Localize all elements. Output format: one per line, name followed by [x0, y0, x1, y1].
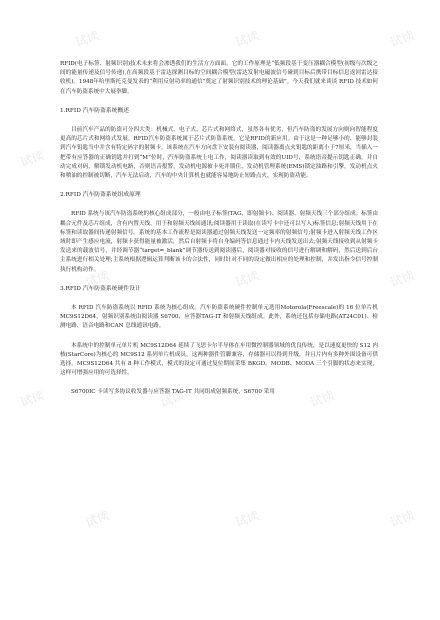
section-heading-overview: 1.RFID 汽车防盗系统概述	[60, 107, 130, 114]
watermark: 试读	[18, 148, 46, 170]
document-body	[60, 60, 378, 408]
transceiver-paragraph: S6700IC 卡读写多协议收发器与应答器 TAG-IT 共同组成射频系统，S6700 采用	[71, 389, 275, 396]
watermark: 试读	[233, 268, 261, 290]
watermark: 试读	[158, 388, 186, 410]
watermark: 试读	[73, 28, 101, 50]
watermark: 试读	[83, 268, 111, 290]
principle-paragraph: RFID 系统与该汽车防盗系统的核心组成部分，一般由电子标签(TAG，即射频卡)、阅读器、射频天线三个部分组成。标签由耦合元件及芯片组成，含有内置天线，用于和射频天线间通讯;阅读器用于读取(在读写卡中还可以写入)标签信息;射频天线用于在标签和读取器间传递射频信号。系统的基本工作流程是阅读器通过射频天线发送一定频率的射频信号;射频卡进入射频天线工作区域时即产生感应电流，射频卡获得能量被激活，然后自射频卡将自身编码等信息通过卡内天线发送出去;射频天线接收到从射频卡发送来的载波信号，并经调节器“target=_blank”调节器传送到阅读器后，阅读器对接收的信号进行解调和解码，然后送到后台主系统进行相关处理;主系统根据逻辑运算判断该卡的合法性，同时针对不同的设定做出相应的处理和控制，并发出指令信号控制执行机构动作。	[60, 211, 378, 273]
mcu-paragraph: 本系统中的控制单元单片机 MC9S12D64 延续了飞思卡尔半导体在车用微控制器领域的优良传统，是以速度更快的 S12 内核(StarCore)为核心的 MC9S12 系列单片机成员，这两种器件管脚兼容，存储器可以得到升级，并且片内有多种外围设备可供选择。MC9S12D64 共有 8 种工作模式，模式的设定可通过复位期间采集 BKGD、MODB、MODA 三个引脚的状态来实现，这样可增强应用的可选择性。	[60, 342, 378, 377]
watermark: 试读	[233, 28, 261, 50]
hardware-paragraph: 本 RFID 汽车防盗系统以 RFID 系统为核心组成。汽车防盗系统硬件控制单元选用Motorola(Freescale)的 16 位单片机 MC9S12D64，射频识别系统由阅读器 S6700、应答器TAG-IT 和射频天线组成。此外，系统还包括存储电路(AT24C01)、检测电路、语音电路和CAN 总线通讯电路。	[60, 305, 378, 330]
watermark: 试读	[18, 388, 46, 410]
watermark: 试读	[158, 148, 186, 170]
section-heading-hardware: 3.RFID 汽车防盗系统硬件设计	[60, 285, 141, 292]
watermark: 试读	[388, 28, 416, 50]
watermark: 试读	[83, 508, 111, 530]
watermark: 试读	[388, 268, 416, 290]
watermark: 试读	[308, 388, 336, 410]
watermark: 试读	[388, 508, 416, 530]
watermark: 试读	[308, 148, 336, 170]
section-heading-principle: 2.RFID 汽车防盗系统组成原理	[60, 192, 141, 199]
watermark: 试读	[233, 508, 261, 530]
overview-paragraph: 目前汽车产品的防盗可分四大类：机械式、电子式、芯片式和网络式，虽然各有优劣，但汽车防盗的发展方向则向智能程度更高的芯片式和网络式发展。RFID汽车防盗系统属于芯片式防盗系统，它是RFID的新应用。由于这是一种足够小的、能够封装到汽车钥匙当中并含有特定码字的射频卡，该系统在汽车方向盘下安装有阅读器，阅读器离点火钥匙的距离小于7厘米，当插入一把带有应答器的正确钥匙并打到“M”位时，汽车防盗系统上电工作，阅读器读取到有效的UID号，系统语音提示钥匙正确，并自动完成对码，解锁发动机电路，否则语音报警。发动机电源被卡死并锁住、发动机管理系统(EMS)锁定油路和引擎，发动机点火和喷油的控制被切断，汽车无法启动，汽车的中央计算机也就能容易地防止短路点火，实现防盗功能。	[60, 127, 378, 180]
intro-paragraph: RFID(电子标签、射频识别)技术未来将会渗透我们的生活方方面面。它的工作原理是“低频段基于变压器耦合模型(初级与次级之间的能量传递及信号传递),在高频段基于雷达探测目标的空间耦合模型(雷达发射电磁波信号碰到目标后携带目标信息返回雷达接收机)。1948年哈里斯托克曼发表的“利用反射功率的通信”奠定了射频识别技术的理论基础”。今天我们就来谈谈 RFID 技术如何在汽车防盗系统中大展拳脚。	[60, 61, 378, 95]
